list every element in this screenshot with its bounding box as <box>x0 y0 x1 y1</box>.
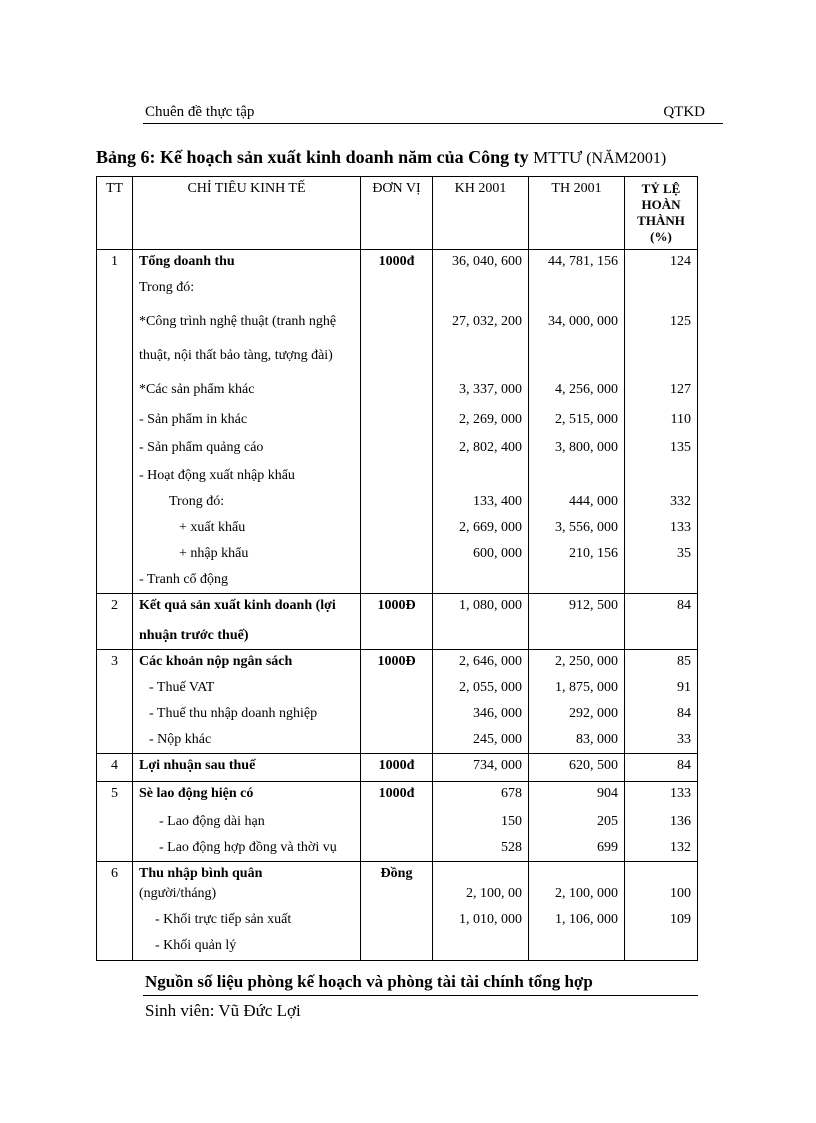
table-row <box>97 436 698 464</box>
row-kh <box>433 624 529 650</box>
row-th <box>529 934 625 960</box>
row-kh: 2, 100, 00 <box>433 882 529 908</box>
row-ratio: 91 <box>625 676 698 702</box>
title-main: Bảng 6: Kế hoạch sản xuất kinh doanh năm của Công ty <box>96 147 529 167</box>
table-row <box>97 594 698 624</box>
row-th: 699 <box>529 836 625 862</box>
row-kh: 36, 040, 600 <box>433 250 529 276</box>
row-th: 2, 250, 000 <box>529 650 625 676</box>
row-label: - Thuế thu nhập doanh nghiệp <box>133 702 361 728</box>
row-th: 2, 100, 000 <box>529 882 625 908</box>
row-tt <box>97 934 133 960</box>
row-ratio: 33 <box>625 728 698 754</box>
row-th <box>529 276 625 310</box>
table-row <box>97 934 698 960</box>
row-tt <box>97 276 133 310</box>
row-kh <box>433 464 529 490</box>
table-row <box>97 490 698 516</box>
row-unit <box>361 408 433 436</box>
row-tt: 6 <box>97 862 133 883</box>
row-unit <box>361 436 433 464</box>
source-text: Nguồn số liệu phòng kế hoạch và phòng tài tài chính tổng hợp <box>145 972 593 991</box>
row-ratio: 85 <box>625 650 698 676</box>
row-th: 620, 500 <box>529 754 625 782</box>
row-label: - Sản phẩm quảng cáo <box>133 436 361 464</box>
row-label: - Sản phẩm in khác <box>133 408 361 436</box>
row-ratio: 125 <box>625 310 698 344</box>
table-row <box>97 624 698 650</box>
row-kh: 2, 802, 400 <box>433 436 529 464</box>
page-header <box>143 104 723 124</box>
table-row <box>97 516 698 542</box>
row-tt <box>97 310 133 344</box>
row-tt <box>97 378 133 408</box>
row-tt: 3 <box>97 650 133 676</box>
row-unit <box>361 934 433 960</box>
row-label: (người/tháng) <box>133 882 361 908</box>
table-row <box>97 810 698 836</box>
col-unit: ĐƠN VỊ <box>361 177 433 250</box>
row-label: Trong đó: <box>133 490 361 516</box>
row-unit: Đồng <box>361 862 433 883</box>
row-unit: 1000Đ <box>361 650 433 676</box>
row-tt <box>97 624 133 650</box>
row-unit: 1000đ <box>361 250 433 276</box>
row-unit <box>361 276 433 310</box>
row-unit <box>361 378 433 408</box>
row-unit <box>361 344 433 378</box>
row-kh: 678 <box>433 782 529 810</box>
title-company: MTTƯ <box>533 148 583 167</box>
row-label: - Hoạt động xuất nhập khẩu <box>133 464 361 490</box>
row-tt: 1 <box>97 250 133 276</box>
row-kh: 2, 269, 000 <box>433 408 529 436</box>
row-tt <box>97 702 133 728</box>
col-kh: KH 2001 <box>433 177 529 250</box>
row-tt <box>97 908 133 934</box>
row-th: 912, 500 <box>529 594 625 624</box>
col-th: TH 2001 <box>529 177 625 250</box>
table-row <box>97 908 698 934</box>
row-th <box>529 464 625 490</box>
row-kh: 3, 337, 000 <box>433 378 529 408</box>
row-label: Trong đó: <box>133 276 361 310</box>
row-tt <box>97 542 133 568</box>
row-kh: 27, 032, 200 <box>433 310 529 344</box>
row-th: 205 <box>529 810 625 836</box>
row-th: 444, 000 <box>529 490 625 516</box>
row-kh: 1, 080, 000 <box>433 594 529 624</box>
table-row <box>97 408 698 436</box>
row-kh <box>433 344 529 378</box>
row-ratio: 136 <box>625 810 698 836</box>
row-tt <box>97 676 133 702</box>
row-tt <box>97 728 133 754</box>
row-kh: 600, 000 <box>433 542 529 568</box>
table-title <box>96 147 666 168</box>
row-kh <box>433 862 529 883</box>
row-unit: 1000đ <box>361 782 433 810</box>
row-ratio: 110 <box>625 408 698 436</box>
row-th: 2, 515, 000 <box>529 408 625 436</box>
row-tt: 5 <box>97 782 133 810</box>
col-tt: TT <box>97 177 133 250</box>
row-th: 83, 000 <box>529 728 625 754</box>
row-unit <box>361 516 433 542</box>
row-th: 210, 156 <box>529 542 625 568</box>
row-kh: 2, 646, 000 <box>433 650 529 676</box>
table-row <box>97 378 698 408</box>
row-ratio: 127 <box>625 378 698 408</box>
row-ratio: 109 <box>625 908 698 934</box>
table-row <box>97 702 698 728</box>
row-label: nhuận trước thuế) <box>133 624 361 650</box>
row-ratio: 135 <box>625 436 698 464</box>
source-note <box>143 972 698 996</box>
row-th <box>529 862 625 883</box>
row-unit <box>361 882 433 908</box>
table-row <box>97 542 698 568</box>
row-tt <box>97 836 133 862</box>
table-row <box>97 310 698 344</box>
row-ratio: 84 <box>625 594 698 624</box>
row-kh: 245, 000 <box>433 728 529 754</box>
row-unit <box>361 310 433 344</box>
row-unit <box>361 464 433 490</box>
row-kh: 150 <box>433 810 529 836</box>
row-ratio <box>625 568 698 594</box>
row-ratio: 133 <box>625 516 698 542</box>
row-kh: 528 <box>433 836 529 862</box>
row-tt <box>97 464 133 490</box>
row-label: - Lao động hợp đồng và thời vụ <box>133 836 361 862</box>
row-label: + xuất khẩu <box>133 516 361 542</box>
row-label: Sè lao động hiện có <box>133 782 361 810</box>
row-th <box>529 344 625 378</box>
row-label: Lợi nhuận sau thuế <box>133 754 361 782</box>
row-unit <box>361 908 433 934</box>
row-ratio <box>625 276 698 310</box>
row-label: thuật, nội thất bảo tàng, tượng đài) <box>133 344 361 378</box>
row-label: Các khoản nộp ngân sách <box>133 650 361 676</box>
plan-table <box>96 176 698 961</box>
row-unit <box>361 676 433 702</box>
row-ratio <box>625 862 698 883</box>
table-row <box>97 676 698 702</box>
row-tt <box>97 436 133 464</box>
row-ratio <box>625 624 698 650</box>
row-ratio: 35 <box>625 542 698 568</box>
row-unit <box>361 624 433 650</box>
row-kh: 2, 055, 000 <box>433 676 529 702</box>
header-left: Chuên đề thực tập <box>145 104 255 120</box>
row-tt <box>97 516 133 542</box>
row-ratio <box>625 344 698 378</box>
row-tt <box>97 344 133 378</box>
row-tt <box>97 568 133 594</box>
row-unit <box>361 542 433 568</box>
row-ratio: 133 <box>625 782 698 810</box>
table-row <box>97 568 698 594</box>
table-body <box>97 250 698 961</box>
row-th: 1, 875, 000 <box>529 676 625 702</box>
row-ratio <box>625 934 698 960</box>
row-tt: 4 <box>97 754 133 782</box>
table-header-row <box>97 177 698 250</box>
row-th: 1, 106, 000 <box>529 908 625 934</box>
table-row <box>97 836 698 862</box>
row-tt: 2 <box>97 594 133 624</box>
table-row <box>97 276 698 310</box>
row-kh <box>433 934 529 960</box>
row-label: - Lao động dài hạn <box>133 810 361 836</box>
row-kh <box>433 568 529 594</box>
row-unit <box>361 810 433 836</box>
row-ratio: 124 <box>625 250 698 276</box>
row-th: 34, 000, 000 <box>529 310 625 344</box>
col-ratio: TỶ LỆ HOÀN THÀNH (%) <box>625 177 698 250</box>
row-ratio <box>625 464 698 490</box>
row-ratio: 84 <box>625 702 698 728</box>
row-unit: 1000Đ <box>361 594 433 624</box>
row-unit <box>361 728 433 754</box>
row-label: - Khối trực tiếp sản xuất <box>133 908 361 934</box>
row-tt <box>97 882 133 908</box>
row-label: - Khối quản lý <box>133 934 361 960</box>
row-label: Thu nhập bình quân <box>133 862 361 883</box>
row-label: *Công trình nghệ thuật (tranh nghệ <box>133 310 361 344</box>
row-kh: 346, 000 <box>433 702 529 728</box>
table-row <box>97 464 698 490</box>
row-label: Tổng doanh thu <box>133 250 361 276</box>
header-right: QTKD <box>663 104 705 120</box>
row-th: 44, 781, 156 <box>529 250 625 276</box>
row-tt <box>97 408 133 436</box>
row-tt <box>97 810 133 836</box>
row-th <box>529 624 625 650</box>
row-label: Kết quả sản xuất kinh doanh (lợi <box>133 594 361 624</box>
row-unit <box>361 836 433 862</box>
row-label: + nhập khẩu <box>133 542 361 568</box>
row-label: - Thuế VAT <box>133 676 361 702</box>
row-th: 904 <box>529 782 625 810</box>
row-kh: 2, 669, 000 <box>433 516 529 542</box>
row-ratio: 100 <box>625 882 698 908</box>
row-ratio: 84 <box>625 754 698 782</box>
table-row <box>97 882 698 908</box>
row-label: - Tranh cổ động <box>133 568 361 594</box>
table-row <box>97 650 698 676</box>
row-th: 3, 800, 000 <box>529 436 625 464</box>
row-th <box>529 568 625 594</box>
row-tt <box>97 490 133 516</box>
table-row <box>97 862 698 883</box>
row-th: 292, 000 <box>529 702 625 728</box>
row-unit: 1000đ <box>361 754 433 782</box>
row-label: *Các sản phẩm khác <box>133 378 361 408</box>
row-kh: 734, 000 <box>433 754 529 782</box>
title-year: (NĂM2001) <box>582 150 667 167</box>
table-row <box>97 754 698 782</box>
table-row <box>97 782 698 810</box>
row-kh: 133, 400 <box>433 490 529 516</box>
row-kh: 1, 010, 000 <box>433 908 529 934</box>
row-ratio: 132 <box>625 836 698 862</box>
row-unit <box>361 568 433 594</box>
row-unit <box>361 490 433 516</box>
row-kh <box>433 276 529 310</box>
col-indicator: CHỈ TIÊU KINH TẾ <box>133 177 361 250</box>
row-ratio: 332 <box>625 490 698 516</box>
row-th: 3, 556, 000 <box>529 516 625 542</box>
table-row <box>97 344 698 378</box>
table-row <box>97 250 698 276</box>
table-row <box>97 728 698 754</box>
student-name: Sinh viên: Vũ Đức Lợi <box>145 1001 301 1020</box>
row-unit <box>361 702 433 728</box>
row-th: 4, 256, 000 <box>529 378 625 408</box>
row-label: - Nộp khác <box>133 728 361 754</box>
